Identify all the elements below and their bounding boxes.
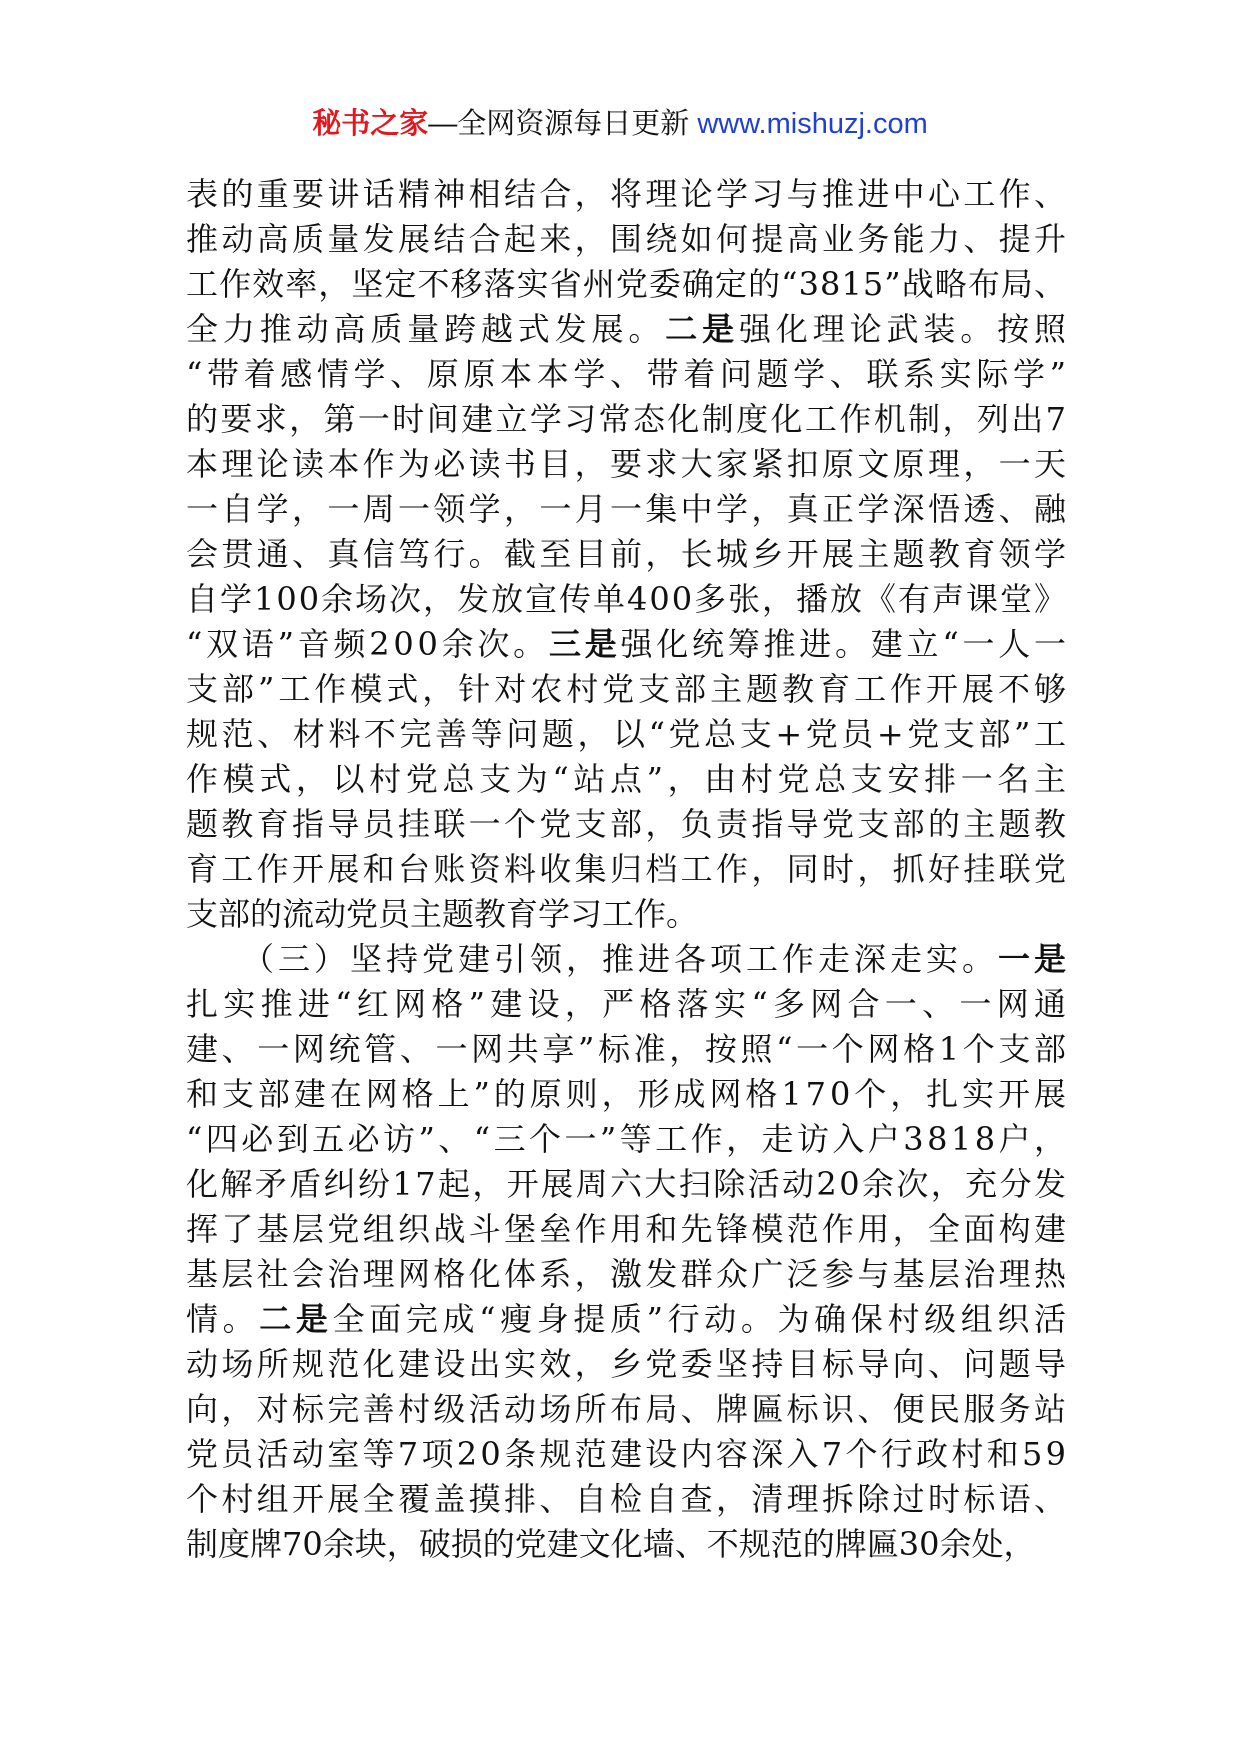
text-run: 工作效率，坚定不移落实省州党委确定的“3815”战略布局、 (186, 265, 1068, 303)
text-line (186, 1387, 1070, 1432)
text-line (186, 1432, 1070, 1477)
text-run: 全力推动高质量跨越式发展。 (186, 310, 666, 348)
text-line (186, 712, 1070, 757)
text-line (186, 802, 1070, 847)
text-line (186, 892, 1066, 937)
text-run: 会贯通、真信笃行。截至目前，长城乡开展主题教育领学 (186, 535, 1070, 573)
text-line (186, 352, 1071, 397)
bold-marker: 二是 (259, 1300, 333, 1338)
text-run: 基层社会治理网格化体系，激发群众广泛参与基层治理热 (186, 1255, 1070, 1293)
header-tagline: —全网资源每日更新 (428, 108, 690, 140)
text-run: 自学100余场次，发放宣传单400多张，播放《有声课堂》 (186, 580, 1068, 618)
text-line (186, 442, 1070, 487)
text-run: 化解矛盾纠纷17起，开展周六大扫除活动20余次，充分发 (186, 1165, 1069, 1203)
text-run: “四必到五必访”、“三个一”等工作，走访入户3818户， (186, 1120, 1070, 1158)
text-run: 强化理论武装。按照 (739, 310, 1071, 348)
text-run: 党员活动室等7项20条规范建设内容深入7个行政村和59 (186, 1435, 1070, 1473)
text-run: 支部的流动党员主题教育学习工作。 (186, 895, 699, 933)
text-run: 育工作开展和台账资料收集归档工作，同时，抓好挂联党 (186, 850, 1070, 888)
text-line (186, 667, 1070, 712)
text-line (186, 1207, 1070, 1252)
text-run: 个村组开展全覆盖摸排、自检自查，清理拆除过时标语、 (186, 1480, 1070, 1518)
text-line (186, 982, 1072, 1027)
text-run: “双语”音频200余次。 (186, 625, 549, 663)
text-run: 强化统筹推进。建立“一人一 (620, 625, 1070, 663)
text-run: 向，对标完善村级活动场所布局、牌匾标识、便民服务站 (186, 1390, 1070, 1428)
text-line (186, 217, 1070, 262)
text-line (186, 757, 1071, 802)
bold-marker: 三是 (548, 625, 621, 663)
text-run: 全面完成“瘦身提质”行动。为确保村级组织活 (332, 1300, 1071, 1338)
text-line (186, 1522, 1066, 1567)
bold-marker: 二是 (665, 310, 740, 348)
text-run: 支部”工作模式，针对农村党支部主题教育工作开展不够 (186, 670, 1070, 708)
text-line (186, 577, 1066, 622)
text-run: 规范、材料不完善等问题，以“党总支+党员+党支部”工 (186, 715, 1070, 753)
text-line (186, 1162, 1069, 1207)
text-run: （三）坚持党建引领，推进各项工作走深走实。 (186, 940, 998, 978)
text-run: 本理论读本作为必读书目，要求大家紧扣原文原理，一天 (186, 445, 1070, 483)
text-run: “带着感情学、原原本本学、带着问题学、联系实际学” (186, 355, 1071, 393)
text-line (186, 622, 1070, 667)
text-line (186, 1297, 1071, 1342)
bold-marker: 一是 (997, 940, 1070, 978)
text-line (186, 262, 1066, 307)
text-line (186, 487, 1070, 532)
text-line (186, 172, 1070, 217)
text-line (186, 397, 1069, 442)
text-run: 作模式，以村党总支为“站点”，由村党总支安排一名主 (186, 760, 1071, 798)
text-run: 动场所规范化建设出实效，乡党委坚持目标导向、问题导 (186, 1345, 1070, 1383)
text-run: 情。 (186, 1300, 260, 1338)
text-run: 制度牌70余块，破损的党建文化墙、不规范的牌匾30余处， (186, 1525, 1036, 1563)
document-body (186, 172, 1072, 1567)
text-run: 扎实推进“红网格”建设，严格落实“多网合一、一网通 (186, 985, 1072, 1023)
text-run: 一自学，一周一领学，一月一集中学，真正学深悟透、融 (186, 490, 1070, 528)
text-line (186, 532, 1070, 577)
text-line (186, 1072, 1070, 1117)
text-line (186, 1342, 1070, 1387)
page-header (0, 104, 1240, 144)
text-run: 表的重要讲话精神相结合，将理论学习与推进中心工作、 (186, 175, 1070, 213)
text-run: 建、一网统管、一网共享”标准，按照“一个网格1个支部 (186, 1030, 1070, 1068)
text-run: 的要求，第一时间建立学习常态化制度化工作机制，列出7 (186, 400, 1069, 438)
text-run: 挥了基层党组织战斗堡垒作用和先锋模范作用，全面构建 (186, 1210, 1070, 1248)
text-line (186, 1027, 1070, 1072)
text-line (186, 1477, 1070, 1522)
text-line (186, 1117, 1070, 1162)
text-line (186, 847, 1070, 892)
text-run: 推动高质量发展结合起来，围绕如何提高业务能力、提升 (186, 220, 1070, 258)
text-line (186, 937, 1070, 982)
text-line (186, 1252, 1070, 1297)
text-run: 和支部建在网格上”的原则，形成网格170个，扎实开展 (186, 1075, 1070, 1113)
text-line (186, 307, 1071, 352)
header-brand: 秘书之家 (312, 108, 429, 140)
header-url[interactable]: www.mishuzj.com (697, 108, 928, 140)
text-run: 题教育指导员挂联一个党支部，负责指导党支部的主题教 (186, 805, 1070, 843)
